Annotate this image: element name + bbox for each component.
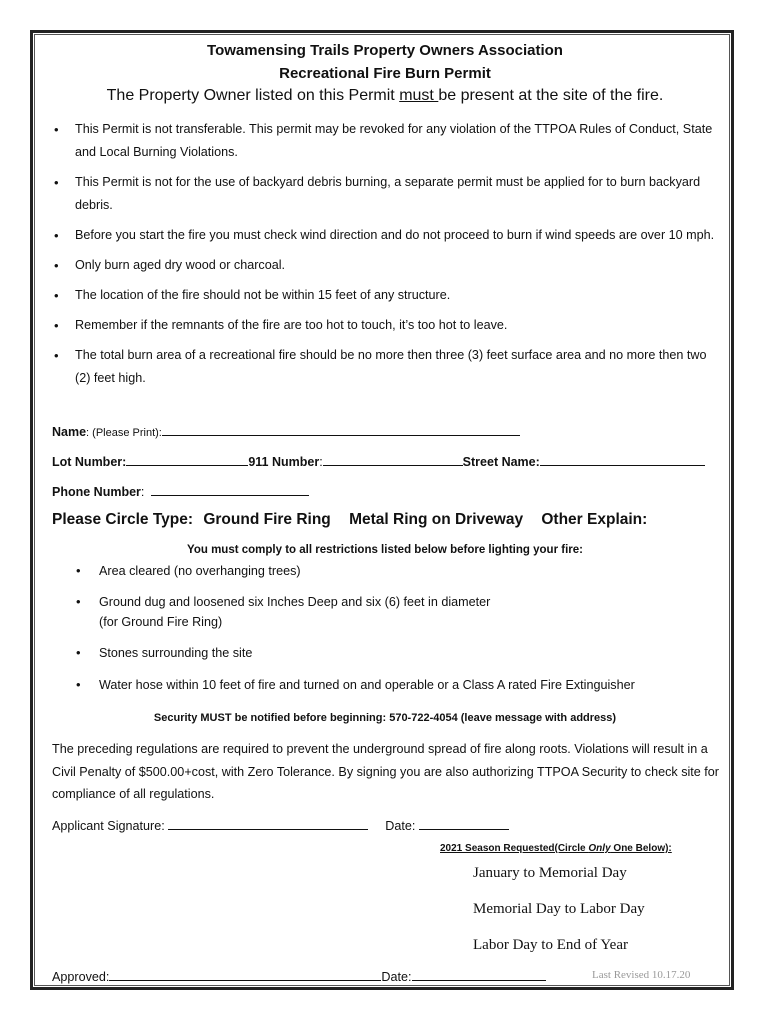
applicant-signature-field[interactable] <box>168 817 368 830</box>
phone-row <box>52 483 309 499</box>
name-field[interactable] <box>162 423 520 436</box>
approval-date-label: Date: <box>381 970 412 984</box>
phone-number-label: Phone Number <box>52 485 141 499</box>
restriction-item-text: • Ground dug and loosened six Inches Deep and six (6) feet in diameter <box>99 595 491 609</box>
name-row <box>52 423 520 439</box>
option-metal-ring-driveway[interactable]: Metal Ring on Driveway <box>349 511 524 528</box>
restriction-item: • Water hose within 10 feet of fire and turned on and operable or a Class A rated Fire Extinguisher <box>76 675 726 695</box>
name-label: Name <box>52 425 87 439</box>
rule-item: • Only burn aged dry wood or charcoal. <box>52 254 722 277</box>
season-heading <box>440 843 672 854</box>
signature-date-label: Date: <box>385 819 416 833</box>
approved-label: Approved: <box>52 970 110 984</box>
season-heading-post: One Below): <box>610 843 672 854</box>
fire-type-row <box>52 511 661 529</box>
applicant-signature-label: Applicant Signature: <box>52 819 165 833</box>
signature-row <box>52 817 509 833</box>
season-heading-pre: 2021 Season Requested(Circle <box>440 843 589 854</box>
restrictions-list <box>76 561 726 695</box>
restrictions-heading: You must comply to all restrictions listed below before lighting your fire: <box>187 544 583 556</box>
rule-item: • This Permit is not transferable. This permit may be revoked for any violation of the TTPOA Rules of Conduct, State and Local Burning Violations. <box>52 118 722 164</box>
approved-field[interactable] <box>109 968 381 981</box>
e911-colon: : <box>319 455 323 469</box>
regulations-paragraph: The preceding regulations are required to prevent the underground spread of fire along roots. Violations will result in a Civil Penalty of $500.00+cost, with Zero Tolerance. By signing you are also authorizing TTPOA Security to check site for compliance of all regulations. <box>52 742 719 801</box>
street-name-field[interactable] <box>540 453 705 466</box>
phone-colon: : <box>140 485 145 499</box>
restriction-item: • Stones surrounding the site <box>76 643 726 663</box>
last-revised-note: Last Revised 10.17.20 <box>592 969 691 981</box>
security-notice: Security MUST be notified before beginning: 570-722-4054 (leave message with address) <box>153 712 617 724</box>
presence-must: must <box>399 87 439 104</box>
approval-row <box>52 968 546 984</box>
permit-rules-list <box>52 118 722 397</box>
season-option-jan-memorial[interactable]: January to Memorial Day <box>473 865 627 881</box>
lot-number-label: Lot Number: <box>52 455 127 469</box>
e911-number-label: 911 Number <box>248 455 320 469</box>
address-row <box>52 453 705 469</box>
presence-text-pre: The Property Owner listed on this Permit <box>106 87 400 104</box>
street-name-label: Street Name: <box>462 455 540 469</box>
season-option-labor-year-end[interactable]: Labor Day to End of Year <box>473 937 628 953</box>
owner-presence-notice <box>0 87 770 105</box>
e911-number-field[interactable] <box>323 453 463 466</box>
presence-text-post: be present at the site of the fire. <box>438 87 664 104</box>
option-ground-fire-ring[interactable]: Ground Fire Ring <box>203 511 331 528</box>
lot-number-field[interactable] <box>126 453 248 466</box>
fire-type-label: Please Circle Type: <box>52 511 194 528</box>
approval-date-field[interactable] <box>412 968 546 981</box>
rule-item: • The total burn area of a recreational fire should be no more then three (3) feet surface area and no more then two (2) feet high. <box>52 344 722 390</box>
rule-item: • Before you start the fire you must check wind direction and do not proceed to burn if wind speeds are over 10 mph. <box>52 224 722 247</box>
permit-title: Recreational Fire Burn Permit <box>279 65 491 82</box>
rule-item: • The location of the fire should not be within 15 feet of any structure. <box>52 284 722 307</box>
name-hint: : (Please Print): <box>86 427 162 439</box>
option-other-explain[interactable]: Other Explain: <box>541 511 648 528</box>
season-option-memorial-labor[interactable]: Memorial Day to Labor Day <box>473 901 645 917</box>
rule-item: • Remember if the remnants of the fire are too hot to touch, it’s too hot to leave. <box>52 314 722 337</box>
phone-number-field[interactable] <box>151 483 309 496</box>
restriction-item: • Area cleared (no overhanging trees) <box>76 561 726 581</box>
restriction-item <box>76 592 726 632</box>
org-name: Towamensing Trails Property Owners Association <box>207 42 563 59</box>
season-heading-only: Only <box>588 843 611 854</box>
rule-item: • This Permit is not for the use of backyard debris burning, a separate permit must be applied for to burn backyard debris. <box>52 171 722 217</box>
signature-date-field[interactable] <box>419 817 509 830</box>
restriction-item-subtext: (for Ground Fire Ring) <box>99 615 223 629</box>
